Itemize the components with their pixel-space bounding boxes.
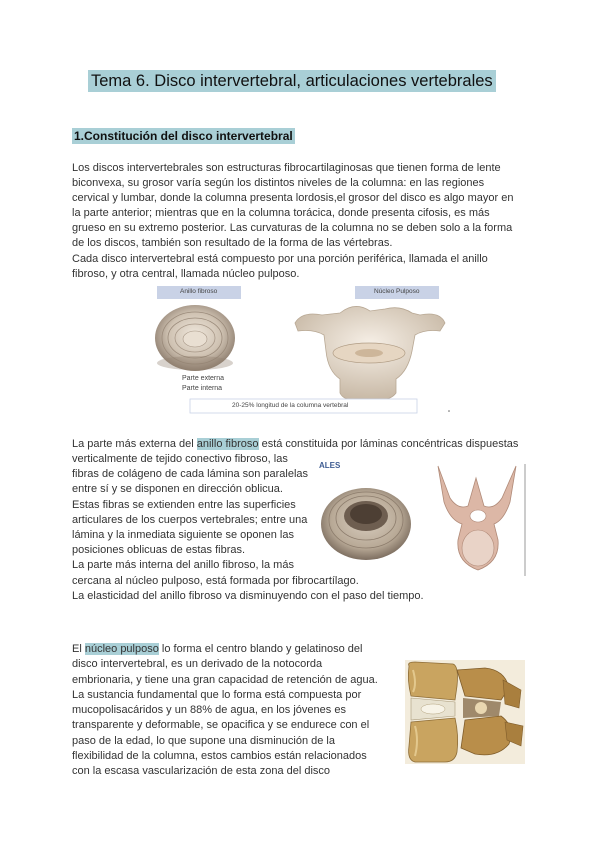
text-fragment: lo forma el centro blando y gelatinoso del (158, 643, 363, 655)
text-line: mucopolisacáridos y un 88% de agua, en los jóvenes es (72, 704, 346, 717)
figure-fragment-text: ALES (319, 461, 341, 470)
disc-anatomy-illustration (150, 283, 450, 418)
text-line: con la escasa vascularización de esta zona del disco (72, 765, 331, 778)
text-line: cercana al núcleo pulposo, está formada por fibrocartílago. (72, 574, 359, 587)
nucleo-paragraph (72, 642, 392, 780)
text-line: transparente y deformable, se opacifica y se endurece con el (72, 719, 370, 732)
text-line: articulares de los cuerpos vertebrales; entre una (72, 513, 308, 526)
intro-paragraph (72, 161, 532, 282)
text-line: Los discos intervertebrales son estructuras fibrocartilaginosas que tienen forma de lente (72, 162, 501, 174)
text-line: grueso en su extremo posterior. Las curvaturas de la columna no se deben solo a la forma (72, 222, 513, 235)
section-heading: 1.Constitución del disco intervertebral (74, 129, 293, 143)
text-line: La parte más interna del anillo fibroso, la más (72, 559, 294, 572)
text-line: La sustancia fundamental que lo forma está compuesta por (72, 688, 362, 701)
figure-caption-inner: Parte interna (182, 385, 223, 392)
text-line: Estas fibras se extienden entre las superficies (72, 498, 296, 511)
figure-caption-outer: Parte externa (182, 375, 225, 382)
text-line: biconvexa, su grosor varía según los distintos niveles de la columna: en las regiones (72, 177, 485, 190)
text-line: verticalmente de tejido conectivo fibroso, las (72, 453, 288, 465)
figure-label-left: Anillo fibroso (180, 288, 218, 295)
highlight-nucleo-pulposo: núcleo pulposo (84, 643, 159, 655)
text-line: La elasticidad del anillo fibroso va disminuyendo con el paso del tiempo. (72, 589, 424, 602)
spine-section-illustration (405, 660, 525, 764)
annulus-illustration (318, 458, 528, 578)
annulus-figure (318, 458, 528, 578)
text-fragment: está constituida por láminas concéntricas dispuestas (258, 438, 519, 450)
text-fragment: El (72, 643, 85, 655)
text-line: paso de la edad, lo que supone una disminución de la (72, 734, 335, 747)
disc-anatomy-figure (150, 283, 450, 418)
anillo-paragraph-first-line (72, 437, 542, 452)
text-line (72, 642, 392, 657)
text-line: Cada disco intervertebral está compuesto por una porción periférica, llamada el anillo (72, 252, 488, 265)
figure-label-right: Núcleo Pulposo (374, 288, 420, 295)
text-line: fibras de colágeno de cada lámina son paralelas (72, 468, 309, 481)
text-line: lámina y la inmediata siguiente se oponen las (72, 529, 294, 542)
spine-section-figure (405, 660, 525, 764)
text-line: fibroso, y otra central, llamada núcleo pulposo. (72, 267, 300, 280)
page-title: Tema 6. Disco intervertebral, articulaciones vertebrales (88, 70, 496, 92)
highlight-anillo-fibroso: anillo fibroso (196, 438, 259, 450)
text-line: de los discos, también son resultado de la forma de las vértebras. (72, 237, 393, 250)
text-line: cervical y lumbar, donde la columna presenta lordosis,el grosor del disco es algo mayor en (72, 192, 514, 205)
text-line: flexibilidad de la columna, estos cambios están relacionados (72, 750, 367, 763)
text-line: disco intervertebral, es un derivado de la notocorda (72, 658, 323, 671)
text-line: embrionaria, y tiene una gran capacidad de retención de agua. (72, 673, 378, 686)
figure-caption-bottom: 20-25% longitud de la columna vertebral (232, 402, 349, 409)
text-line: la parte anterior; mientras que en la columna torácica, donde presenta cifosis, es más (72, 207, 490, 220)
text-line: entre sí y se disponen en dirección oblicua. (72, 483, 283, 496)
text-line: posiciones oblicuas de estas fibras. (72, 544, 246, 557)
text-fragment: La parte más externa del (72, 438, 197, 450)
